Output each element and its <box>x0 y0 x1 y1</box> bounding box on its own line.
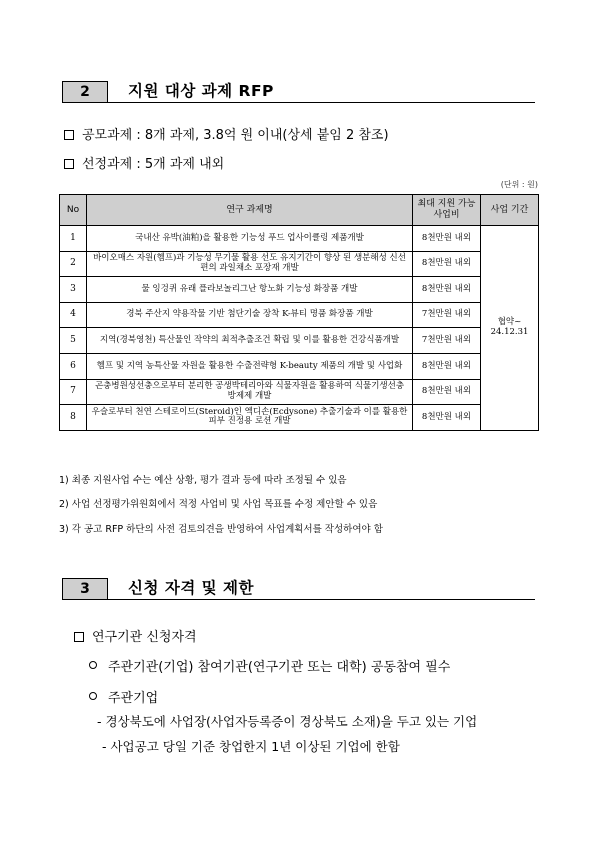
unit-note: (단위 : 원) <box>500 180 538 189</box>
section-2-header <box>62 79 274 103</box>
note-3: 3) 각 공고 RFP 하단의 사전 검토의견을 반영하여 사업계획서를 작성하여야 함 <box>59 524 383 535</box>
row-no: 5 <box>60 328 87 354</box>
row-title: 국내산 유박(油粕)을 활용한 기능성 푸드 업사이클링 제품개발 <box>87 226 413 252</box>
row-title: 헴프 및 지역 농특산물 자원을 활용한 수출전략형 K-beauty 제품의 개발 및 사업화 <box>87 353 413 379</box>
row-budget: 8천만원 내외 <box>413 226 481 252</box>
row-title: 지역(경북영천) 특산물인 작약의 최적추출조건 확립 및 이를 활용한 건강식품개발 <box>87 328 413 354</box>
circle-bullet-icon <box>89 692 97 700</box>
table-row <box>60 251 539 277</box>
item-text: 선정과제 : 5개 과제 내외 <box>82 157 225 172</box>
section-number: 2 <box>62 81 108 103</box>
row-budget: 7천만원 내외 <box>413 328 481 354</box>
item-text: 공모과제 : 8개 과제, 3.8억 원 이내(상세 붙임 2 참조) <box>82 128 389 143</box>
row-budget: 8천만원 내외 <box>413 379 481 405</box>
row-budget: 7천만원 내외 <box>413 302 481 328</box>
row-no: 8 <box>60 405 87 431</box>
section-number: 3 <box>62 578 108 600</box>
row-no: 4 <box>60 302 87 328</box>
table-row <box>60 302 539 328</box>
checkbox-square-icon <box>74 632 84 642</box>
bullet-text: 주관기업 <box>108 691 159 706</box>
row-no: 6 <box>60 353 87 379</box>
rfp-table <box>59 194 539 431</box>
header-period: 사업 기간 <box>481 195 539 226</box>
section-title: 신청 자격 및 제한 <box>128 579 255 597</box>
table-row <box>60 353 539 379</box>
qualification-heading-text: 연구기관 신청자격 <box>92 630 197 645</box>
qualification-dash-1: - 경상북도에 사업장(사업자등록증이 경상북도 소재)을 두고 있는 기업 <box>97 714 478 729</box>
period-cell: 협약~ 24.12.31 <box>481 226 539 431</box>
section-title: 지원 대상 과제 RFP <box>128 82 274 100</box>
row-title: 물 잉겅퀴 유래 플라보놀리그난 항노화 기능성 화장품 개발 <box>87 277 413 303</box>
note-1: 1) 최종 지원사업 수는 예산 상황, 평가 결과 등에 따라 조정될 수 있음 <box>59 475 347 486</box>
section-divider <box>62 102 535 103</box>
table-row <box>60 226 539 252</box>
row-budget: 8천만원 내외 <box>413 353 481 379</box>
table-row <box>60 405 539 431</box>
bullet-text: 주관기관(기업) 참여기관(연구기관 또는 대학) 공동참여 필수 <box>108 660 451 675</box>
qualification-bullet-1 <box>89 656 450 675</box>
section-3-header <box>62 576 254 600</box>
qualification-bullet-2 <box>89 687 158 706</box>
header-budget: 최대 지원 가능 사업비 <box>413 195 481 226</box>
table-row <box>60 379 539 405</box>
item-project-count <box>64 124 389 143</box>
header-title: 연구 과제명 <box>87 195 413 226</box>
row-title: 우슬로부터 천연 스테로이드(Steroid)인 엑디손(Ecdysone) 추출기술과 이를 활용한 피부 진정용 로션 개발 <box>87 405 413 431</box>
row-no: 3 <box>60 277 87 303</box>
qualification-heading <box>74 626 197 645</box>
qualification-dash-2: - 사업공고 당일 기준 창업한지 1년 이상된 기업에 한함 <box>102 739 400 754</box>
table-row <box>60 277 539 303</box>
row-budget: 8천만원 내외 <box>413 277 481 303</box>
note-2: 2) 사업 선정평가위원회에서 적정 사업비 및 사업 목표를 수정 제안할 수 있음 <box>59 499 378 510</box>
row-no: 1 <box>60 226 87 252</box>
row-no: 7 <box>60 379 87 405</box>
checkbox-square-icon <box>64 130 74 140</box>
header-no: No <box>60 195 87 226</box>
table-header-row <box>60 195 539 226</box>
row-title: 경북 주산지 약용작물 기반 첨단기술 장착 K-뷰티 명품 화장품 개발 <box>87 302 413 328</box>
row-no: 2 <box>60 251 87 277</box>
checkbox-square-icon <box>64 159 74 169</box>
row-title: 바이오매스 자원(헴프)과 기능성 무기물 활용 선도 유지기간이 향상 된 생분해성 신선편의 과일채소 포장재 개발 <box>87 251 413 277</box>
row-title: 곤충병원성선충으로부터 분리한 공생박테리아와 식물자원을 활용하여 식물기생선충 방제제 개발 <box>87 379 413 405</box>
table-row <box>60 328 539 354</box>
row-budget: 8천만원 내외 <box>413 251 481 277</box>
item-selection-count <box>64 153 224 172</box>
circle-bullet-icon <box>89 661 97 669</box>
section-divider <box>62 599 535 600</box>
row-budget: 8천만원 내외 <box>413 405 481 431</box>
